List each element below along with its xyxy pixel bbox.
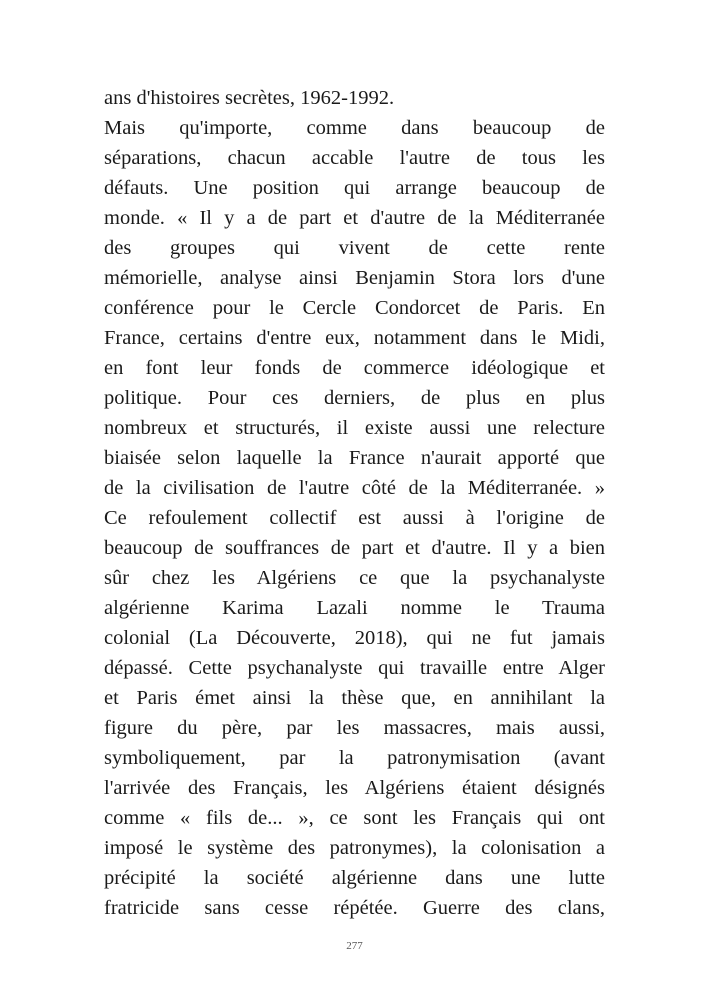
text-line: précipité la société algérienne dans une lutte [104, 867, 605, 889]
text-line: colonial (La Découverte, 2018), qui ne fut jamais [104, 627, 605, 649]
text-line: comme « fils de... », ce sont les Français qui ont [104, 807, 605, 829]
text-line: imposé le système des patronymes), la colonisation a [104, 837, 605, 859]
text-line: de la civilisation de l'autre côté de la Méditerranée. » [104, 477, 605, 499]
text-line: algérienne Karima Lazali nomme le Trauma [104, 597, 605, 619]
text-line: beaucoup de souffrances de part et d'autre. Il y a bien [104, 537, 605, 559]
text-line: conférence pour le Cercle Condorcet de Paris. En [104, 297, 605, 319]
text-line: mémorielle, analyse ainsi Benjamin Stora lors d'une [104, 267, 605, 289]
text-line: des groupes qui vivent de cette rente [104, 237, 605, 259]
text-line: dépassé. Cette psychanalyste qui travaille entre Alger [104, 657, 605, 679]
text-line: défauts. Une position qui arrange beaucoup de [104, 177, 605, 199]
text-line: politique. Pour ces derniers, de plus en plus [104, 387, 605, 409]
text-line: l'arrivée des Français, les Algériens étaient désignés [104, 777, 605, 799]
text-line: Mais qu'importe, comme dans beaucoup de [104, 117, 605, 139]
body-text [104, 83, 605, 923]
text-line: fratricide sans cesse répétée. Guerre des clans, [104, 897, 605, 919]
page-number: 277 [346, 940, 363, 952]
text-line: monde. « Il y a de part et d'autre de la Méditerranée [104, 207, 605, 229]
text-line: symboliquement, par la patronymisation (avant [104, 747, 605, 769]
text-line: biaisée selon laquelle la France n'aurait apporté que [104, 447, 605, 469]
text-line: Ce refoulement collectif est aussi à l'origine de [104, 507, 605, 529]
text-line: figure du père, par les massacres, mais aussi, [104, 717, 605, 739]
text-line: et Paris émet ainsi la thèse que, en annihilant la [104, 687, 605, 709]
text-line: ans d'histoires secrètes, 1962-1992. [104, 87, 395, 109]
text-line: en font leur fonds de commerce idéologique et [104, 357, 605, 379]
text-line: nombreux et structurés, il existe aussi une relecture [104, 417, 605, 439]
text-line: séparations, chacun accable l'autre de tous les [104, 147, 605, 169]
text-line: sûr chez les Algériens ce que la psychanalyste [104, 567, 605, 589]
text-line: France, certains d'entre eux, notamment dans le Midi, [104, 327, 605, 349]
